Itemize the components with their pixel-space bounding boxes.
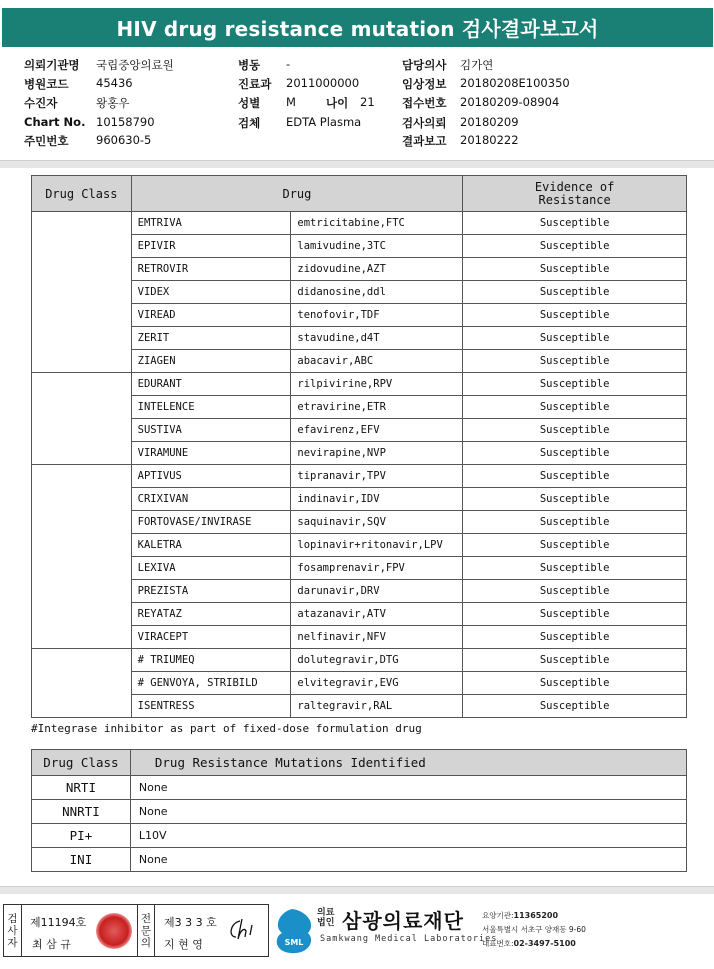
evidence-cell: Susceptible [463, 603, 687, 626]
svg-text:SML: SML [284, 938, 304, 947]
ward-label: 병동 [238, 58, 261, 72]
brand-name-cell: # TRIUMEQ [131, 649, 291, 672]
generic-name-cell: lamivudine,3TC [291, 235, 463, 258]
mutation-table [31, 749, 687, 872]
mutation-cell: None [130, 776, 686, 800]
table-row [32, 848, 687, 872]
evidence-cell: Susceptible [463, 695, 687, 718]
brand-name-cell: EDURANT [131, 373, 291, 396]
report-date-label: 결과보고 [402, 134, 447, 148]
brand-name-cell: CRIXIVAN [131, 488, 291, 511]
receipt-label: 접수번호 [402, 96, 447, 110]
brand-name-cell: RETROVIR [131, 258, 291, 281]
brand-name-cell: ISENTRESS [131, 695, 291, 718]
evidence-cell: Susceptible [463, 304, 687, 327]
evidence-cell: Susceptible [463, 465, 687, 488]
generic-name-cell: zidovudine,AZT [291, 258, 463, 281]
generic-name-cell: atazanavir,ATV [291, 603, 463, 626]
generic-name-cell: stavudine,d4T [291, 327, 463, 350]
divider [0, 886, 714, 894]
drug-class-cell [32, 465, 132, 649]
brand-name-cell: VIREAD [131, 304, 291, 327]
sex-label: 성별 [238, 96, 261, 110]
generic-name-cell: tipranavir,TPV [291, 465, 463, 488]
doctor-label: 담당의사 [402, 58, 447, 72]
evidence-cell: Susceptible [463, 649, 687, 672]
sex-value: M [286, 95, 296, 109]
sml-logo-icon [272, 907, 316, 955]
generic-name-cell: dolutegravir,DTG [291, 649, 463, 672]
rrn-value: 960630-5 [96, 133, 152, 147]
evidence-cell: Susceptible [463, 281, 687, 304]
evidence-cell: Susceptible [463, 258, 687, 281]
brand-name-cell: ZIAGEN [131, 350, 291, 373]
generic-name-cell: fosamprenavir,FPV [291, 557, 463, 580]
generic-name-cell: abacavir,ABC [291, 350, 463, 373]
foundation-logo [272, 905, 712, 957]
rrn-label: 주민번호 [24, 134, 69, 148]
tester-license: 제11194호 [30, 916, 87, 929]
specimen-value: EDTA Plasma [286, 115, 362, 129]
brand-name-cell: INTELENCE [131, 396, 291, 419]
specialist-name: 지 현 영 [164, 938, 203, 951]
brand-name-cell: EMTRIVA [131, 212, 291, 235]
brand-name-cell: REYATAZ [131, 603, 291, 626]
drug-class-cell [32, 373, 132, 465]
divider [0, 160, 714, 168]
generic-name-cell: didanosine,ddl [291, 281, 463, 304]
foundation-name: 삼광의료재단 [342, 909, 464, 933]
brand-name-cell: APTIVUS [131, 465, 291, 488]
clinical-value: 20180208E100350 [460, 76, 570, 90]
evidence-cell: Susceptible [463, 419, 687, 442]
specialist-role: 전 문 의 [137, 905, 155, 956]
receipt-value: 20180209-08904 [460, 95, 560, 109]
specialist-license: 제3 3 3 호 [164, 916, 217, 929]
brand-name-cell: VIRACEPT [131, 626, 291, 649]
request-value: 20180209 [460, 115, 519, 129]
brand-name-cell: LEXIVA [131, 557, 291, 580]
table-header-row [32, 750, 687, 776]
evidence-cell: Susceptible [463, 557, 687, 580]
corp-type: 의료 법인 [317, 908, 335, 928]
brand-name-cell: SUSTIVA [131, 419, 291, 442]
brand-name-cell: ZERIT [131, 327, 291, 350]
generic-name-cell: tenofovir,TDF [291, 304, 463, 327]
request-label: 검사의뢰 [402, 116, 447, 130]
foundation-contact: 요양기관:11365200 서울특별시 서초구 양재동 9-60 대표번호:02-3497-5100 [482, 911, 586, 948]
generic-name-cell: raltegravir,RAL [291, 695, 463, 718]
table-row [32, 465, 687, 488]
col-evidence: Evidence of Resistance [463, 176, 687, 212]
generic-name-cell: rilpivirine,RPV [291, 373, 463, 396]
age-value: 21 [360, 95, 375, 109]
brand-name-cell: VIDEX [131, 281, 291, 304]
table-row [32, 212, 687, 235]
col-drug-class: Drug Class [32, 750, 131, 776]
brand-name-cell: EPIVIR [131, 235, 291, 258]
drug-class-cell: PI+ [32, 824, 131, 848]
brand-name-cell: # GENVOYA, STRIBILD [131, 672, 291, 695]
drug-class-cell: NRTI [32, 776, 131, 800]
clinical-label: 임상정보 [402, 77, 447, 91]
evidence-cell: Susceptible [463, 373, 687, 396]
generic-name-cell: emtricitabine,FTC [291, 212, 463, 235]
mutation-cell: L10V [130, 824, 686, 848]
generic-name-cell: darunavir,DRV [291, 580, 463, 603]
drug-class-cell: NNRTI [32, 800, 131, 824]
drug-class-cell: INI [32, 848, 131, 872]
col-drug: Drug [131, 176, 463, 212]
generic-name-cell: nelfinavir,NFV [291, 626, 463, 649]
seal-stamp-icon [96, 913, 132, 949]
patient-value: 왕홍우 [96, 96, 130, 110]
dept-label: 진료과 [238, 77, 272, 91]
signoff-box [3, 904, 269, 957]
dept-value: 2011000000 [286, 76, 360, 90]
brand-name-cell: VIRAMUNE [131, 442, 291, 465]
mutation-cell: None [130, 800, 686, 824]
footnote: #Integrase inhibitor as part of fixed-dose formulation drug [31, 722, 422, 735]
evidence-cell: Susceptible [463, 580, 687, 603]
generic-name-cell: lopinavir+ritonavir,LPV [291, 534, 463, 557]
doctor-value: 김가연 [460, 58, 494, 72]
age-label: 나이 [326, 96, 349, 110]
specimen-label: 검체 [238, 116, 261, 130]
brand-name-cell: FORTOVASE/INVIRASE [131, 511, 291, 534]
col-drug-class: Drug Class [32, 176, 132, 212]
table-header-row [32, 176, 687, 212]
col-mutations: Drug Resistance Mutations Identified [130, 750, 686, 776]
patient-label: 수진자 [24, 96, 58, 110]
ward-value: - [286, 57, 291, 71]
generic-name-cell: etravirine,ETR [291, 396, 463, 419]
hospital-code-value: 45436 [96, 76, 133, 90]
table-row [32, 776, 687, 800]
tester-name: 최 삼 규 [32, 938, 71, 951]
institution-label: 의뢰기관명 [24, 58, 80, 72]
brand-name-cell: PREZISTA [131, 580, 291, 603]
drug-class-cell [32, 212, 132, 373]
generic-name-cell: elvitegravir,EVG [291, 672, 463, 695]
report-date-value: 20180222 [460, 133, 519, 147]
evidence-cell: Susceptible [463, 212, 687, 235]
generic-name-cell: efavirenz,EFV [291, 419, 463, 442]
drug-class-cell [32, 649, 132, 718]
chart-value: 10158790 [96, 115, 155, 129]
evidence-cell: Susceptible [463, 235, 687, 258]
brand-name-cell: KALETRA [131, 534, 291, 557]
drug-table-body [32, 212, 687, 718]
evidence-cell: Susceptible [463, 350, 687, 373]
generic-name-cell: nevirapine,NVP [291, 442, 463, 465]
report-title: HIV drug resistance mutation 검사결과보고서 [2, 8, 713, 47]
table-row [32, 649, 687, 672]
signature-icon [226, 915, 260, 945]
evidence-cell: Susceptible [463, 672, 687, 695]
evidence-cell: Susceptible [463, 511, 687, 534]
table-row [32, 800, 687, 824]
table-row [32, 373, 687, 396]
chart-label: Chart No. [24, 115, 86, 129]
institution-value: 국립중앙의료원 [96, 58, 174, 72]
evidence-cell: Susceptible [463, 442, 687, 465]
drug-susceptibility-table [31, 175, 687, 718]
patient-info [0, 54, 714, 154]
hospital-code-label: 병원코드 [24, 77, 69, 91]
generic-name-cell: indinavir,IDV [291, 488, 463, 511]
table-row [32, 824, 687, 848]
tester-role: 검 사 자 [4, 905, 22, 956]
mutation-cell: None [130, 848, 686, 872]
generic-name-cell: saquinavir,SQV [291, 511, 463, 534]
evidence-cell: Susceptible [463, 488, 687, 511]
foundation-english-name: Samkwang Medical Laboratories [320, 934, 498, 944]
evidence-cell: Susceptible [463, 327, 687, 350]
evidence-cell: Susceptible [463, 534, 687, 557]
evidence-cell: Susceptible [463, 396, 687, 419]
evidence-cell: Susceptible [463, 626, 687, 649]
